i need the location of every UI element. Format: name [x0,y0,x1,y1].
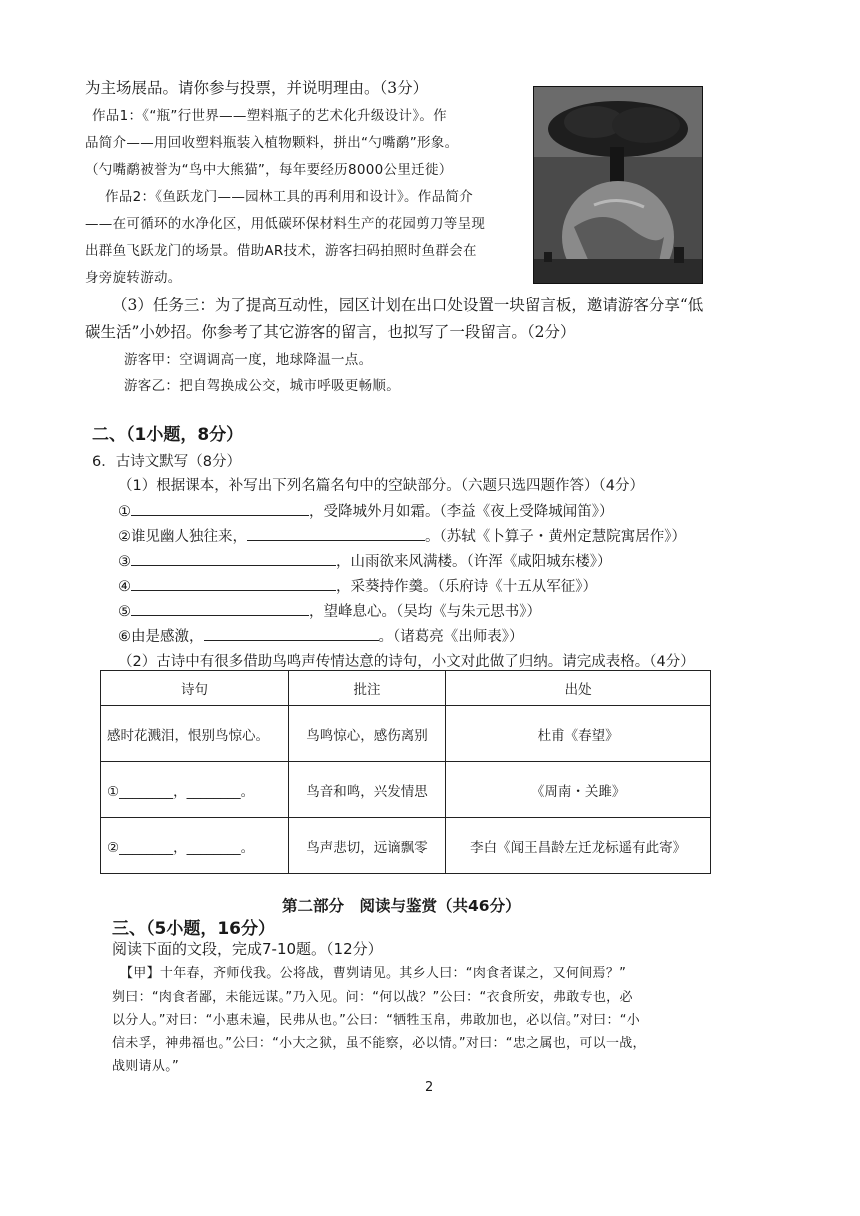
answer-blank-2[interactable] [247,526,425,541]
section3-heading: 三、（5小题，16分） [112,919,275,939]
task3-line-a: （3）任务三：为了提高互动性，园区计划在出口处设置一块留言板，邀请游客分享“低 [112,296,704,314]
table-cell: 《周南・关雎》 [446,762,711,818]
tree-globe-illustration [534,87,702,283]
table-header-row [101,671,711,706]
fill-item-2-after: 。（苏轼《卜算子・黄州定慧院寓居作》） [425,529,686,545]
table-cell: 杜甫《春望》 [446,706,711,762]
work2-line-b: ——在可循环的水净化区，用低碳环保材料生产的花园剪刀等呈现 [85,216,486,232]
fill-item-6-prefix: ⑥由是感激， [118,629,204,645]
answer-blank-5[interactable] [131,601,309,616]
work1-line-c: （勺嘴鹬被誉为“鸟中大熊猫”，每年要经历8000公里迁徙） [85,162,453,178]
answer-blank-1[interactable] [131,501,309,516]
table-cell: 李白《闻王昌龄左迁龙标遥有此寄》 [446,818,711,874]
passage-line: 信未孚，神弗福也。”公曰：“小大之狱，虽不能察，必以情。”对曰：“忠之属也，可以一战， [112,1036,646,1051]
work2-line-d: 身旁旋转游动。 [85,270,182,286]
table-cell: 感时花溅泪，恨别鸟惊心。 [101,706,289,762]
table-row [101,762,711,818]
passage-line: 【甲】十年春，齐师伐我。公将战，曹刿请见。其乡人曰：“肉食者谋之，又何间焉？” [120,966,627,981]
header-note: 批注 [288,671,445,706]
table-row [101,818,711,874]
fill-item-2-prefix: ②谁见幽人独往来， [118,529,247,545]
reading-instruction: 阅读下面的文段，完成7-10题。（12分） [112,940,383,958]
fill-item-5-prefix: ⑤ [118,604,131,620]
page-number: 2 [425,1080,434,1095]
section2-heading: 二、（1小题，8分） [92,425,244,445]
visitor-a: 游客甲：空调调高一度，地球降温一点。 [124,352,373,368]
fill-item-5-after: ，望峰息心。（吴均《与朱元思书》） [309,604,541,620]
answer-blank-3[interactable] [131,551,336,566]
fill-item-6-after: 。（诸葛亮《出师表》） [378,629,524,645]
fill-item-3 [118,550,612,571]
fill-item-5 [118,600,541,621]
fill-item-4 [118,575,597,596]
fill-item-1-after: ，受降城外月如霜。（李益《夜上受降城闻笛》） [309,504,614,520]
fill-item-3-prefix: ③ [118,554,131,570]
answer-blank-6[interactable] [204,626,379,641]
fill-item-2 [118,525,686,546]
passage-line: 战则请从。” [112,1059,180,1074]
work1-line-b: 品简介——用回收塑料瓶装入植物颗料，拼出“勺嘴鹬”形象。 [85,135,459,151]
table-cell-answer[interactable]: ②________，________。 [101,818,289,874]
fill-item-1-prefix: ① [118,504,131,520]
header-source: 出处 [446,671,711,706]
work2-line-c: 出群鱼飞跃龙门的场景。借助AR技术，游客扫码拍照时鱼群会在 [85,243,477,259]
fill-item-6 [118,625,524,646]
visitor-b: 游客乙：把自驾换成公交，城市呼吸更畅顺。 [124,378,400,394]
table-cell: 鸟音和鸣，兴发情思 [288,762,445,818]
fill-item-1 [118,500,614,521]
fill-item-3-after: ，山雨欲来风满楼。（许浑《咸阳城东楼》） [336,554,612,570]
header-poem: 诗句 [101,671,289,706]
passage-line: 刿曰：“肉食者鄙，未能远谋。”乃入见。问：“何以战？”公曰：“衣食所安，弗敢专也，必 [112,990,633,1005]
poem-table [100,670,711,874]
q6-title: 6．古诗文默写（8分） [92,454,241,470]
q6-part2-instruction: （2）古诗中有很多借助鸟鸣声传情达意的诗句，小文对此做了归纳。请完成表格。（4分） [118,654,695,670]
work2-line-a: 作品2：《鱼跃龙门——园林工具的再利用和设计》。作品简介 [105,189,473,205]
task3-line-b: 碳生活”小妙招。你参考了其它游客的留言，也拟写了一段留言。（2分） [85,323,576,341]
passage-line: 以分人。”对曰：“小惠未遍，民弗从也。”公曰：“牺牲玉帛，弗敢加也，必以信。”对曰：“小 [112,1013,641,1028]
work1-line-a: 作品1：《“瓶”行世界——塑料瓶子的艺术化升级设计》。作 [92,108,447,124]
tree-globe-image [533,86,703,284]
table-cell-answer[interactable]: ①________，________。 [101,762,289,818]
table-row [101,706,711,762]
table-cell: 鸟鸣惊心，感伤离别 [288,706,445,762]
part2-heading: 第二部分 阅读与鉴赏（共46分） [282,897,521,915]
q6-part1-instruction: （1）根据课本，补写出下列名篇名句中的空缺部分。（六题只选四题作答）（4分） [118,478,644,494]
table-cell: 鸟声悲切，远谪飘零 [288,818,445,874]
intro-line: 为主场展品。请你参与投票，并说明理由。（3分） [85,79,429,97]
fill-item-4-prefix: ④ [118,579,131,595]
fill-item-4-after: ，采葵持作羹。（乐府诗《十五从军征》） [336,579,597,595]
answer-blank-4[interactable] [131,576,336,591]
